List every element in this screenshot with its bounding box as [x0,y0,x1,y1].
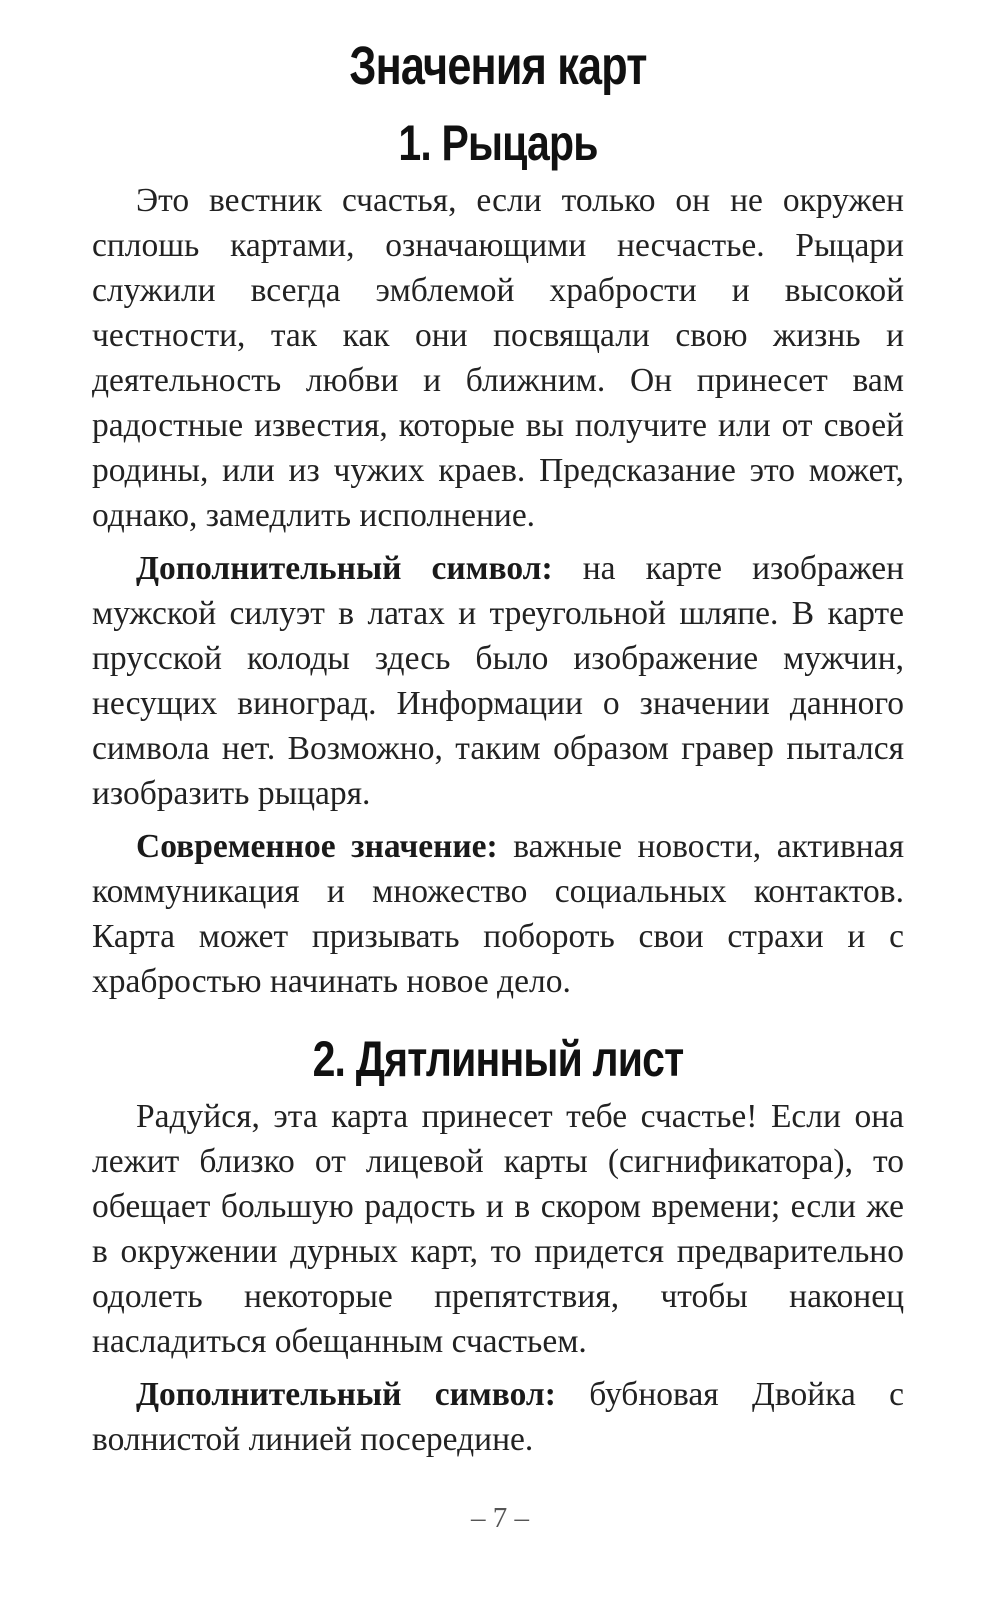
section-heading: 1. Рыцарь [398,115,598,171]
modern-meaning-paragraph [92,824,904,1004]
extra-symbol-label: Дополнительный символ: [136,1376,556,1413]
modern-meaning-text: важные новости, активная коммуникация и множество социальных контактов. Карта может призывать побороть свои страхи и с храбростью начинать новое дело. [92,828,904,1000]
extra-symbol-label: Дополнительный символ: [136,550,553,587]
extra-symbol-text: бубновая Двойка с волнистой линией посередине. [92,1376,905,1458]
extra-symbol-paragraph [92,1372,904,1462]
modern-meaning-label: Современное значение: [136,828,498,865]
extra-symbol-text: на карте изображен мужской силуэт в латах и треугольной шляпе. В карте прусской колоды здесь было изображение мужчин, несущих виноград. Информации о значении данного символа нет. Возможно, таким образом гравер пытался изобразить рыцаря. [92,550,905,812]
page-number: – 7 – [471,1502,529,1534]
section-paragraph: Это вестник счастья, если только он не окружен сплошь картами, означающими несчастье. Рыцари служили всегда эмблемой храбрости и высокой честности, так как они посвящали свою жизнь и деятельность любви и ближним. Он принесет вам радостные известия, которые вы получите или от своей родины, или из чужих краев. Предсказание это может, однако, замедлить исполнение. [92,182,904,534]
book-page [92,0,904,1462]
section-knight [92,110,904,1004]
section-heading: 2. Дятлинный лист [312,1031,684,1087]
section-paragraph: Радуйся, эта карта принесет тебе счастье! Если она лежит близко от лицевой карты (сигнификатора), то обещает большую радость и в скором времени; если же в окружении дурных карт, то придется предварительно одолеть некоторые препятствия, чтобы наконец насладиться обещанным счастьем. [92,1098,904,1360]
extra-symbol-paragraph [92,546,904,816]
section-clover-leaf [92,1026,904,1462]
page-title: Значения карт [349,36,647,96]
